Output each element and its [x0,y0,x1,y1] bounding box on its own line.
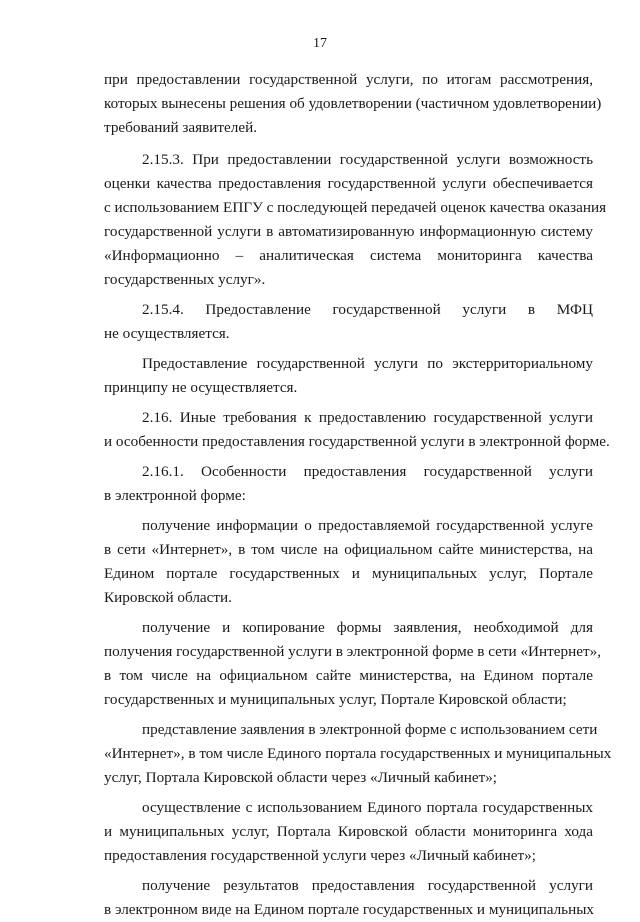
text-line: которых вынесены решения об удовлетворении (частичном удовлетворении) [104,95,602,112]
document-body [104,68,612,922]
paragraph-continuation [104,68,602,140]
text-line: 2.15.4. Предоставление государственной услуги в МФЦ [142,301,593,318]
text-line: Едином портале государственных и муниципальных услуг, Портале [104,565,593,582]
text-line: 2.16.1. Особенности предоставления государственной услуги [142,463,593,480]
text-line: Кировской области. [104,589,232,606]
text-line: государственной услуги в автоматизированную информационную систему [104,223,593,240]
paragraph-form-copy [104,616,602,712]
text-line: 2.15.3. При предоставлении государственной услуги возможность [142,151,593,168]
text-line: представление заявления в электронной форме с использованием сети [142,721,598,738]
page-number: 17 [313,36,327,51]
text-line: оценки качества предоставления государственной услуги обеспечивается [104,175,593,192]
paragraph-2-15-3 [104,148,607,292]
text-line: получение результатов предоставления государственной услуги [142,877,593,894]
paragraph-info [104,514,593,610]
text-line: «Информационно – аналитическая система мониторинга качества [104,247,593,264]
paragraph-2-15-4 [104,298,593,346]
text-line: получение и копирование формы заявления, необходимой для [142,619,593,636]
paragraph-submission [104,718,612,790]
text-line: государственных услуг». [104,271,266,288]
text-line: не осуществляется. [104,325,230,342]
text-line: в электронном виде на Едином портале государственных и муниципальных [104,901,595,918]
text-line: осуществление с использованием Единого портала государственных [142,799,593,816]
text-line: требований заявителей. [104,119,258,136]
paragraph-results [104,874,593,922]
paragraph-2-16-1 [104,460,593,508]
text-line: и особенности предоставления государственной услуги в электронной форме. [104,433,610,450]
text-line: 2.16. Иные требования к предоставлению государственной услуги [142,409,593,426]
text-line: государственных и муниципальных услуг, Портале Кировской области; [104,691,567,708]
paragraph-monitoring [104,796,593,868]
text-line: получение информации о предоставляемой государственной услуге [142,517,593,534]
text-line: получения государственной услуги в электронной форме в сети «Интернет», [104,643,602,660]
text-line: в сети «Интернет», в том числе на официальном сайте министерства, на [104,541,593,558]
text-line: в том числе на официальном сайте министерства, на Едином портале [104,667,593,684]
paragraph-exterritorial [104,352,593,400]
text-line: «Интернет», в том числе Единого портала государственных и муниципальных [104,745,612,762]
text-line: принципу не осуществляется. [104,379,298,396]
text-line: Предоставление государственной услуги по экстерриториальному [142,355,593,372]
paragraph-2-16 [104,406,610,454]
text-line: при предоставлении государственной услуги, по итогам рассмотрения, [104,71,593,88]
text-line: предоставления государственной услуги через «Личный кабинет»; [104,847,536,864]
text-line: с использованием ЕПГУ с последующей передачей оценок качества оказания [104,199,607,216]
text-line: услуг, Портала Кировской области через «Личный кабинет»; [104,769,498,786]
text-line: в электронной форме: [104,487,246,504]
text-line: и муниципальных услуг, Портала Кировской области мониторинга хода [104,823,593,840]
